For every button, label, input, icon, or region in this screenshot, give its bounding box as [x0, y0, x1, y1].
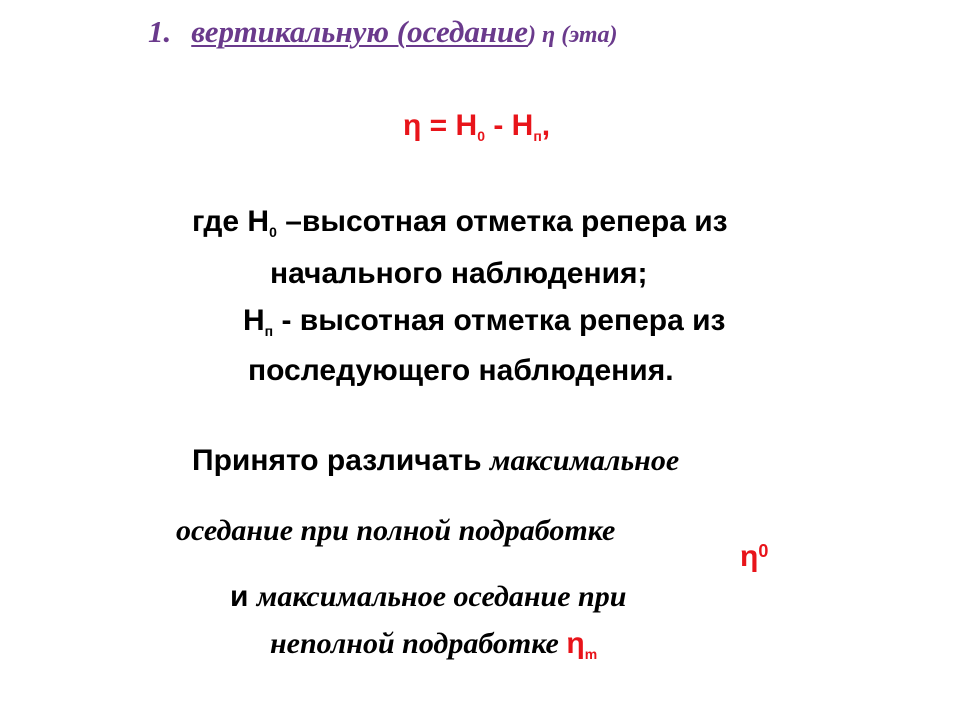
statement-line-2 — [176, 513, 615, 549]
formula-sub-n: п — [533, 128, 542, 144]
slide-title — [148, 12, 618, 55]
statement-line-4 — [270, 626, 597, 662]
etam-symbol: η — [566, 627, 585, 660]
statement-italic-1: максимальное — [489, 444, 680, 477]
title-number: 1. — [148, 14, 172, 49]
statement-italic-4: неполной подработке — [270, 627, 567, 660]
formula — [403, 108, 550, 144]
formula-lhs: η = Н — [403, 109, 478, 142]
statement-italic-2: оседание при полной подработке — [176, 514, 616, 547]
definition-line-4: последующего наблюдения. — [248, 354, 674, 387]
formula-mid: - Н — [484, 109, 534, 142]
hn-prefix: Н — [243, 304, 265, 337]
eta-zero-symbol — [740, 539, 768, 575]
statement-normal-1: Принято различать — [192, 444, 490, 477]
title-rest-text: ) η (эта) — [528, 22, 618, 48]
hn-text: - высотная отметка репера из — [273, 304, 726, 337]
where-text: –высотная отметка репера из — [276, 205, 728, 238]
statement-line-1 — [192, 443, 679, 479]
statement-normal-3: и — [230, 580, 257, 613]
eta0-sup: 0 — [758, 541, 769, 561]
formula-end: , — [541, 109, 551, 142]
eta0-symbol: η — [740, 540, 759, 573]
where-sub: 0 — [269, 224, 277, 240]
definition-line-1 — [192, 204, 728, 240]
statement-line-3 — [230, 579, 626, 615]
title-underlined-text: вертикальную (оседание — [191, 14, 529, 49]
statement-italic-3: максимальное оседание при — [256, 580, 627, 613]
etam-sub: m — [584, 646, 598, 662]
definition-line-3 — [243, 303, 725, 339]
where-prefix: где Н — [192, 205, 270, 238]
hn-sub: п — [264, 323, 274, 339]
formula-sub-0: 0 — [477, 128, 485, 144]
definition-line-2: начального наблюдения; — [270, 257, 648, 290]
